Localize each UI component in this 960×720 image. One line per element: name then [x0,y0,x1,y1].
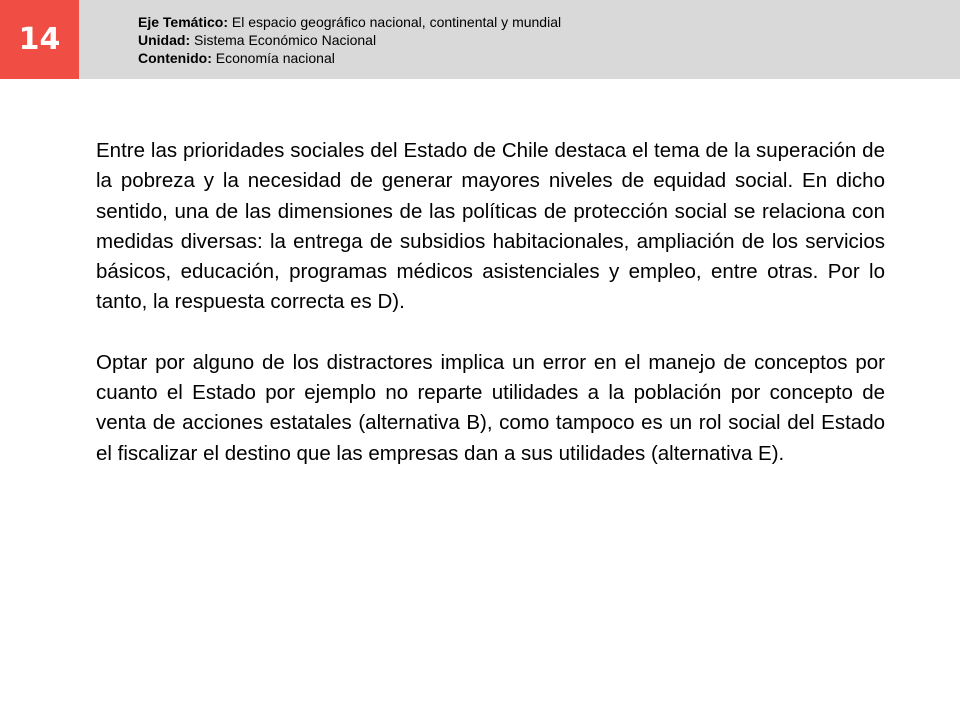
paragraph-second: Optar por alguno de los distractores implica un error en el manejo de conceptos por cuanto el Estado por ejemplo no reparte utilidades a la población por concepto de venta de acciones estatales (alternativa B), como tampoco es un rol social del Estado el fiscalizar el destino que las empresas dan a sus utilidades (alternativa E). [96,350,885,465]
header-metadata [138,13,561,67]
unidad-value: Sistema Económico Nacional [194,32,377,48]
slide-number-badge: 14 [0,0,79,79]
contenido-value: Economía nacional [215,50,335,66]
main-content [96,136,885,469]
eje-tematico-label: Eje Temático: [138,14,228,30]
paragraph-first: Entre las prioridades sociales del Estado de Chile destaca el tema de la superación de la pobreza y la necesidad de generar mayores niveles de equidad social. En dicho sentido, una de las dimensiones de las políticas de protección social se relaciona con medidas diversas: la entrega de subsidios habitacionales, ampliación de los servicios básicos, educación, programas médicos asistenciales y empleo, entre otras. Por lo tanto, la respuesta correcta es D). [96,139,885,314]
unidad-line [138,31,561,49]
eje-tematico-line [138,13,561,31]
header-bar [0,0,960,79]
unidad-label: Unidad: [138,32,191,48]
contenido-label: Contenido: [138,50,212,66]
contenido-line [138,49,561,67]
eje-tematico-value: El espacio geográfico nacional, continental y mundial [231,14,562,30]
